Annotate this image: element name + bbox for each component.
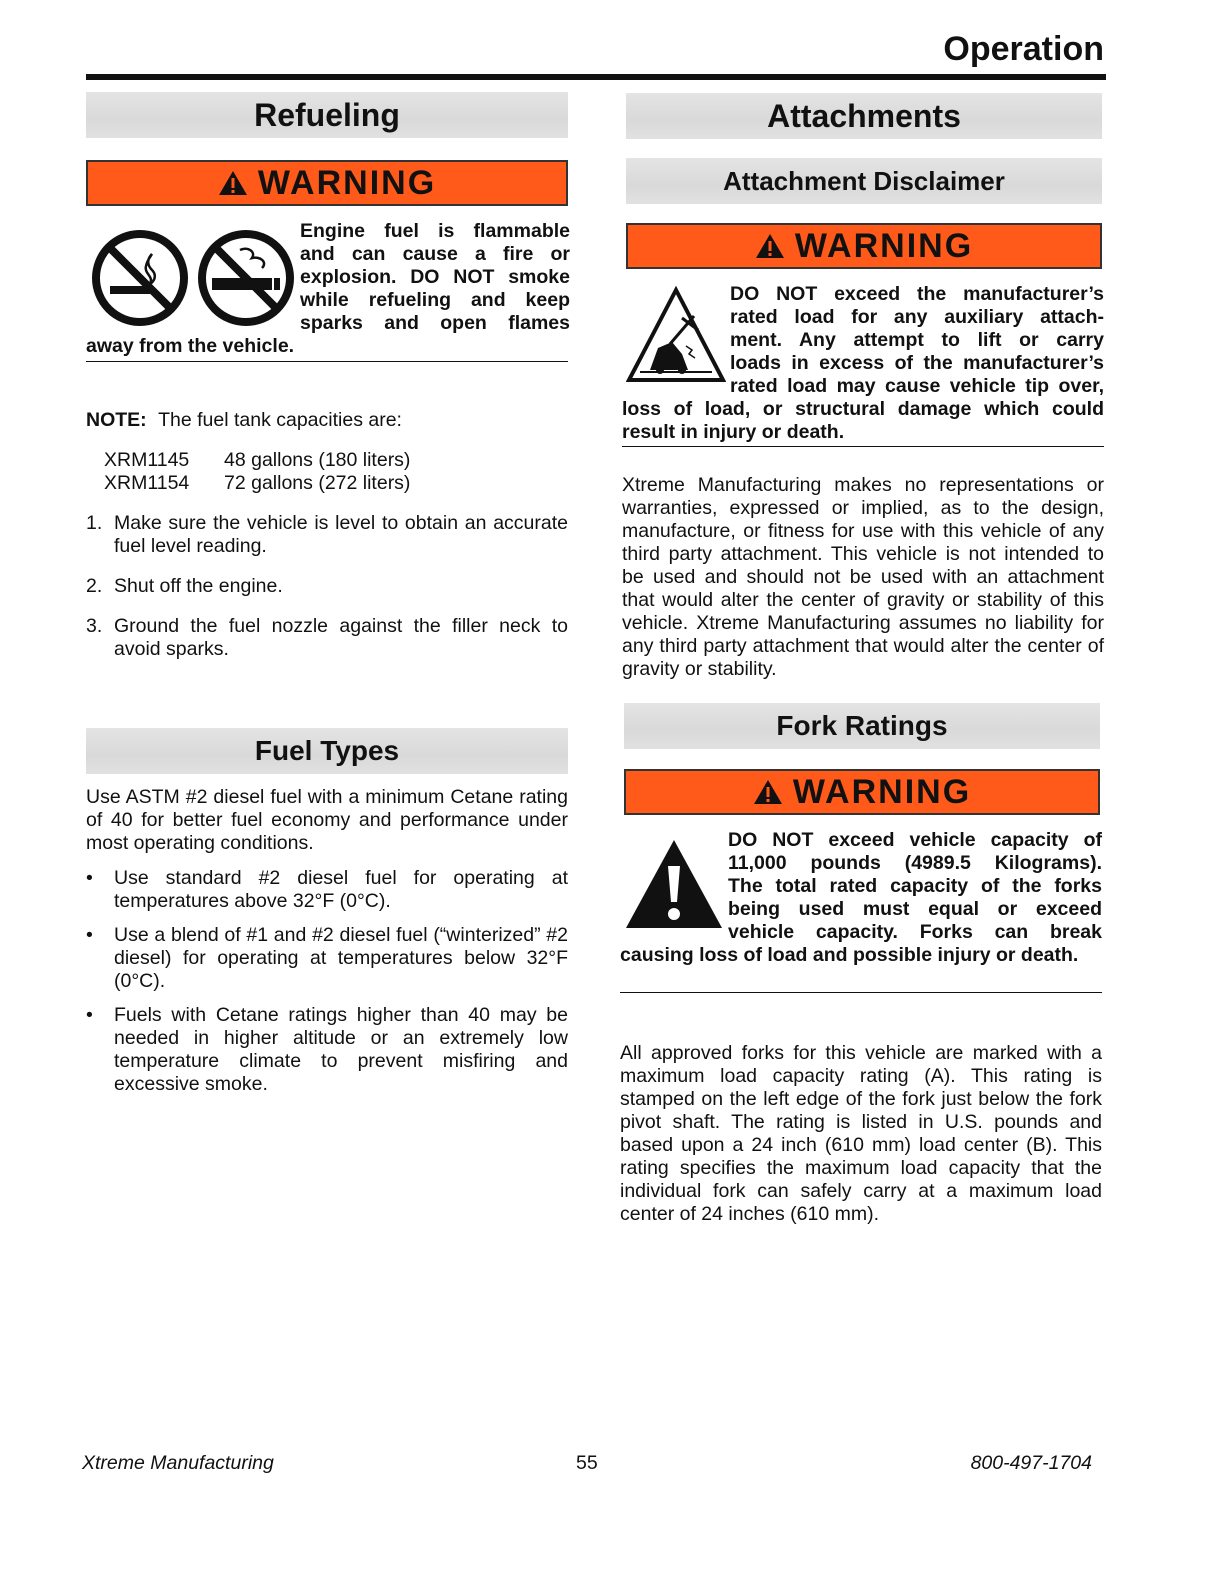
warning-triangle-icon — [755, 233, 785, 259]
warning-label: WARNING — [794, 226, 974, 265]
fuel-types-heading: Fuel Types — [86, 728, 568, 774]
fork-ratings-heading: Fork Ratings — [624, 703, 1100, 749]
capacity-row — [104, 472, 564, 495]
fork-warning-text: DO NOT exceed vehicle capacity of 11,000 pounds (4989.5 Kilograms). The total rated capacity of the forks being used must equal or exceed vehicle capacity. Forks can break — [728, 829, 1102, 943]
capacity-model: XRM1154 — [104, 472, 190, 494]
attachment-disclaimer-text: Xtreme Manufacturing makes no representations or warranties, expressed or implied, as to the design, manufacture, or fitness for use with this vehicle of any third party attachment. This vehicle is not intended to be used and should not be used with an attachment that would alter the center of gravity or stability of this vehicle. Xtreme Manufacturing assumes no liability for any third party attachment that would alter the center of gravity or stability. — [622, 474, 1104, 680]
warning-triangle-icon — [753, 779, 783, 805]
step-item: 2. Shut off the engine. — [86, 575, 283, 597]
refueling-warning-last: away from the vehicle. — [86, 335, 295, 357]
no-smoking-icon — [196, 228, 296, 328]
warning-label: WARNING — [792, 772, 972, 811]
step-item: 1. Make sure the vehicle is level to obtain an accurate fuel level reading. — [86, 512, 568, 557]
no-open-flame-icon — [90, 228, 190, 328]
capacity-model: XRM1145 — [104, 449, 190, 471]
note-label: NOTE: — [86, 409, 147, 431]
caution-exclamation-icon — [624, 838, 724, 930]
refueling-warning-text: Engine fuel is flammable and can cause a fire or explosion. DO NOT smoke while refueling and keep sparks and open flames — [300, 220, 570, 334]
attachment-warning-rule — [622, 446, 1104, 447]
footer-company: Xtreme Manufacturing — [82, 1452, 274, 1474]
warning-label: WARNING — [257, 163, 437, 202]
capacity-value: 72 gallons (272 liters) — [224, 472, 411, 494]
fuel-types-intro: Use ASTM #2 diesel fuel with a minimum Cetane rating of 40 for better fuel economy and performance under most operating conditions. — [86, 786, 568, 854]
step-item: 3. Ground the fuel nozzle against the filler neck to avoid sparks. — [86, 615, 568, 660]
capacity-row — [104, 449, 564, 472]
fuel-bullet: • Use a blend of #1 and #2 diesel fuel (“winterized” #2 diesel) for operating at temperatures below 32°F (0°C). — [86, 924, 568, 992]
footer-page-number: 55 — [576, 1452, 598, 1474]
attachment-warning-text: DO NOT exceed the manufacturer’s rated load for any auxiliary attach- ment. Any attempt to lift or carry loads in excess of the manufacturer’s rated load may cause vehicle tip over, — [730, 283, 1104, 397]
refueling-heading: Refueling — [86, 92, 568, 138]
fork-warning-banner — [624, 769, 1100, 815]
header-rule — [86, 74, 1106, 80]
fuel-bullet: • Use standard #2 diesel fuel for operating at temperatures above 32°F (0°C). — [86, 867, 568, 912]
fuel-bullet: • Fuels with Cetane ratings higher than 40 may be needed in higher altitude or an extremely low temperature climate to prevent misfiring and excessive smoke. — [86, 1004, 568, 1095]
attachment-disclaimer-heading: Attachment Disclaimer — [626, 158, 1102, 204]
attachment-warning-banner — [626, 223, 1102, 269]
refueling-warning-rule — [86, 361, 568, 362]
note-text: The fuel tank capacities are: — [158, 409, 402, 431]
fork-warning-tail: causing loss of load and possible injury or death. — [620, 944, 1079, 966]
capacity-list — [104, 449, 564, 495]
fork-warning-rule — [620, 992, 1102, 993]
attachment-warning-tail: loss of load, or structural damage which could result in injury or death. — [622, 398, 1104, 443]
attachments-heading: Attachments — [626, 93, 1102, 139]
capacity-value: 48 gallons (180 liters) — [224, 449, 411, 471]
footer-phone: 800-497-1704 — [970, 1452, 1092, 1474]
warning-triangle-icon — [218, 170, 248, 196]
fuel-note — [86, 409, 568, 432]
page-title: Operation — [943, 30, 1104, 68]
tip-over-hazard-icon — [626, 286, 726, 384]
fork-ratings-text: All approved forks for this vehicle are marked with a maximum load capacity rating (A). This rating is stamped on the left edge of the fork just below the fork pivot shaft. The rating is listed in U.S. pounds and based upon a 24 inch (610 mm) load center (B). This rating specifies the maximum load capacity that the individual fork can safely carry at a maximum load center of 24 inches (610 mm). — [620, 1042, 1102, 1225]
refueling-warning-banner — [86, 160, 568, 206]
